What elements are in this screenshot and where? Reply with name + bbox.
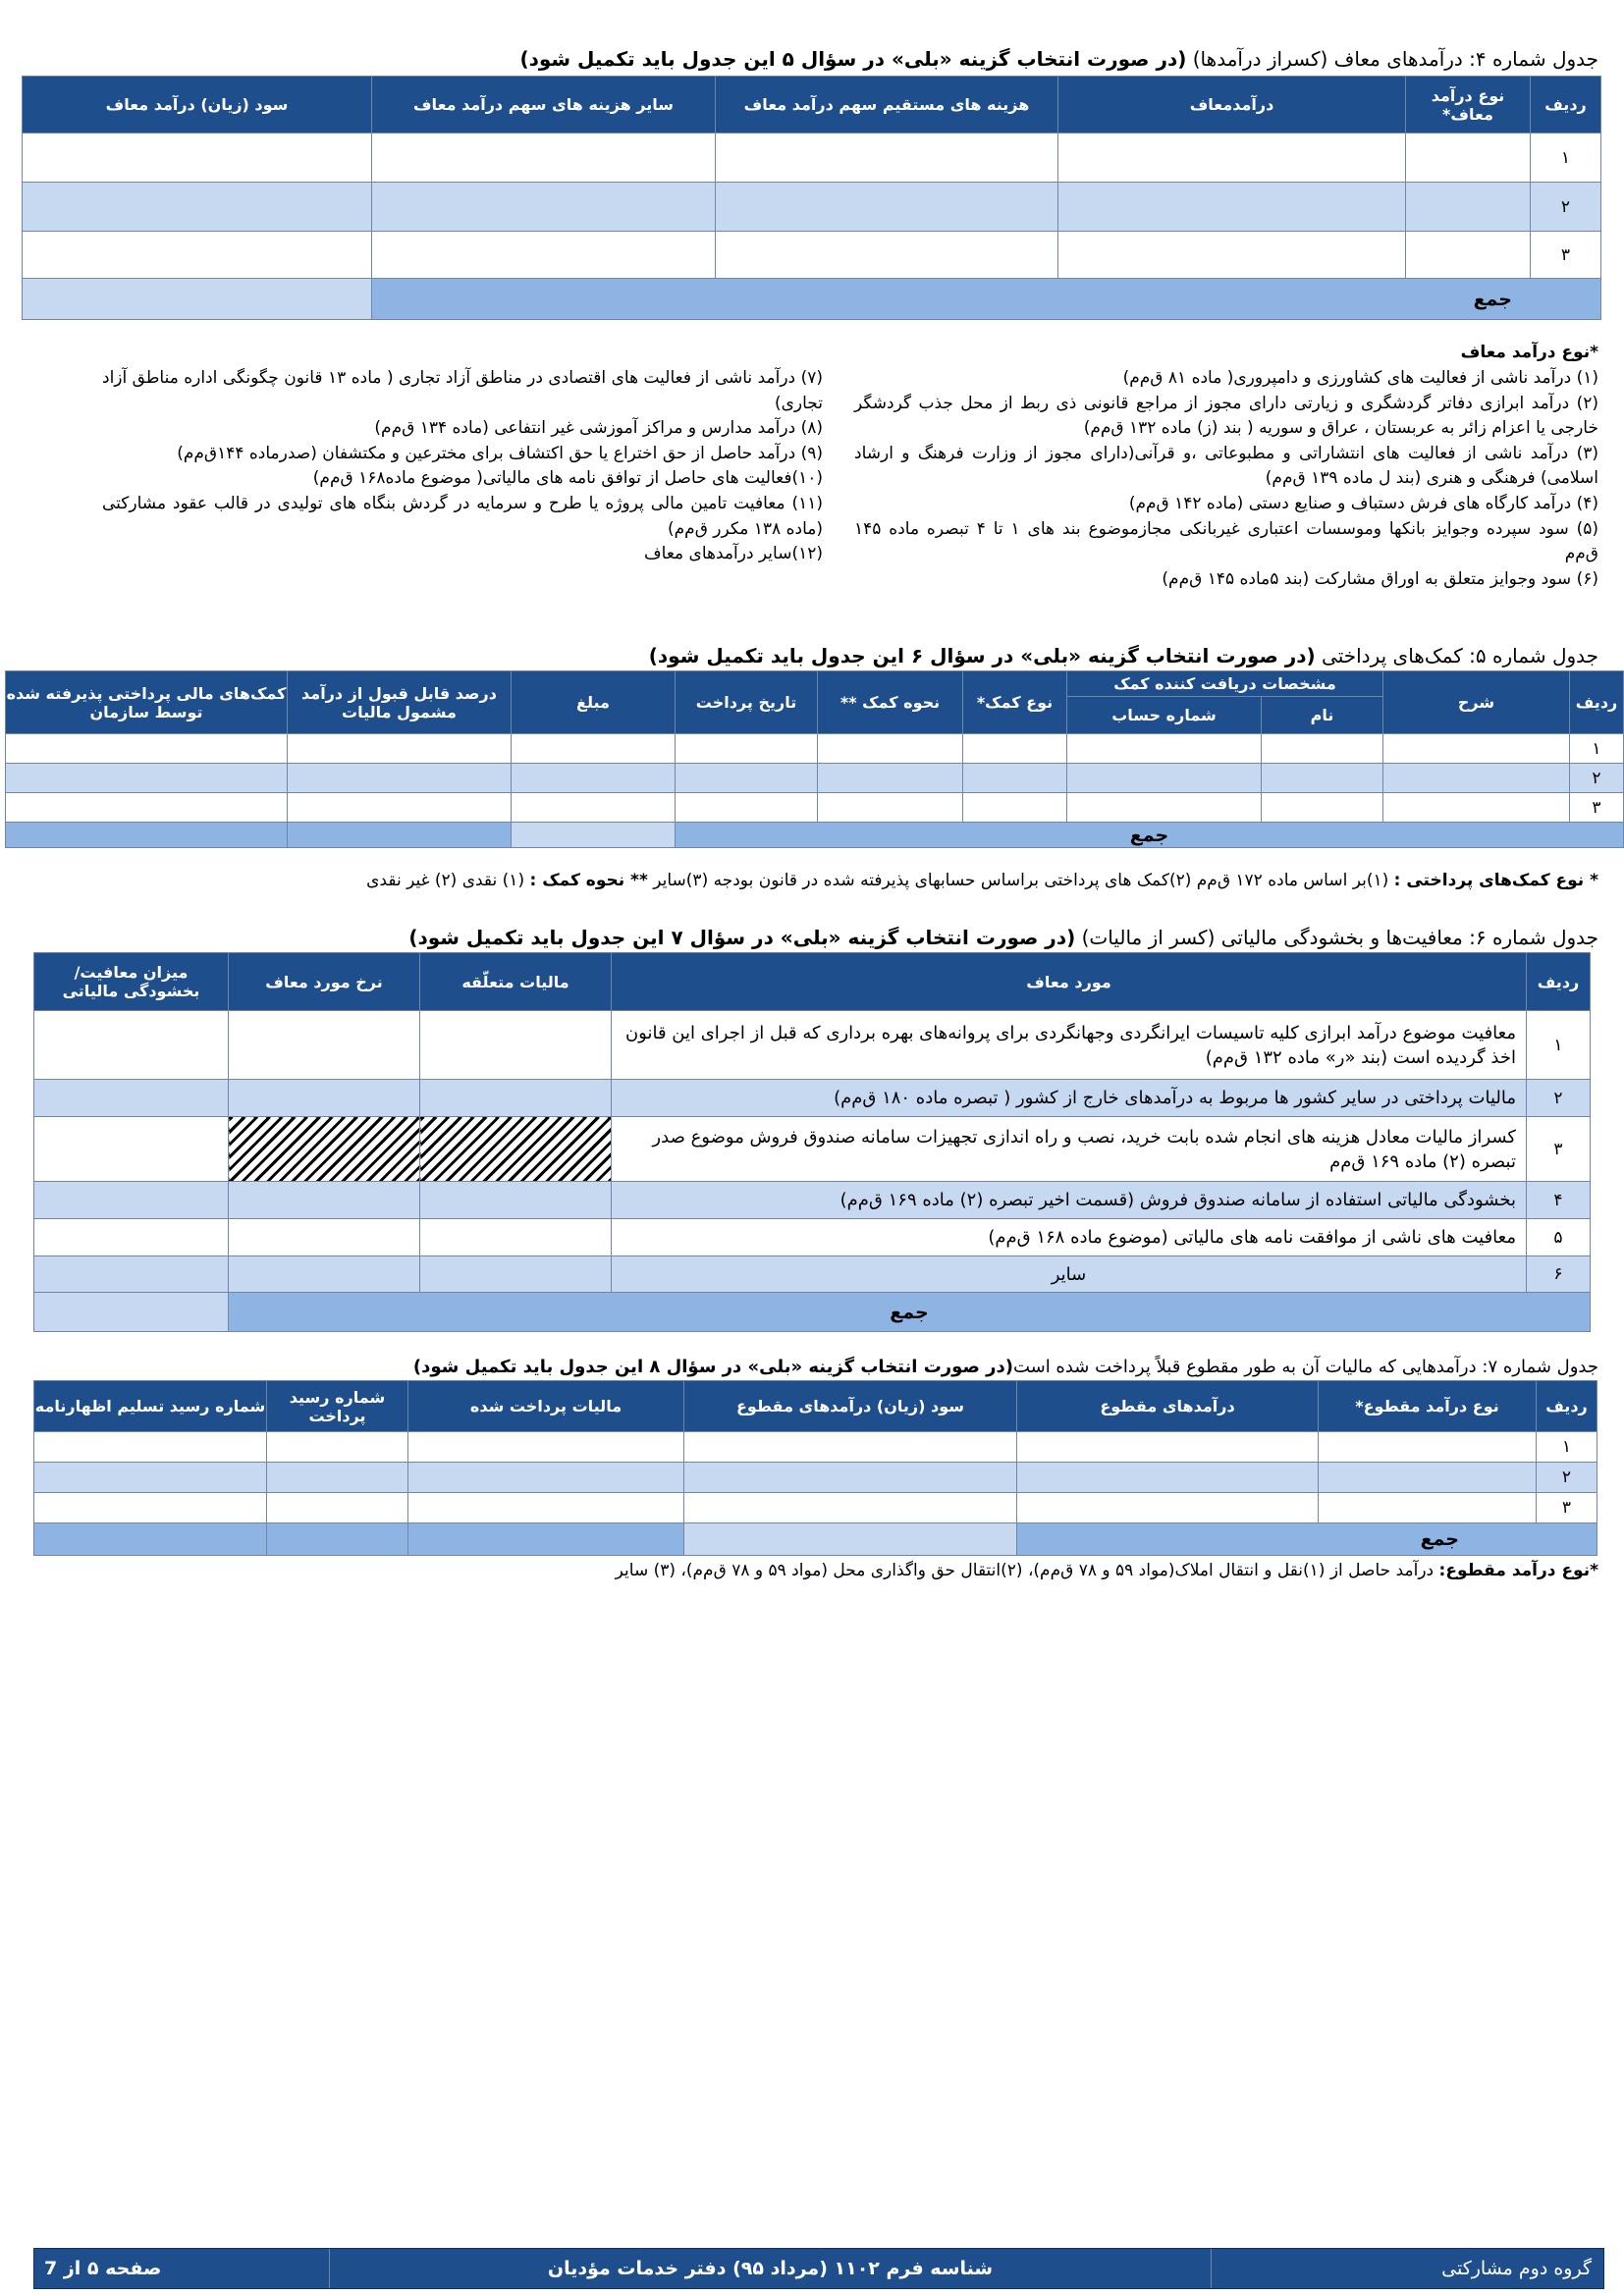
- table-row: [5, 764, 1623, 793]
- cell[interactable]: [1383, 734, 1570, 764]
- col-exemption-amount: میزان معافیت/ بخشودگی مالیاتی: [34, 953, 229, 1011]
- table-row: [34, 1256, 1591, 1293]
- cell[interactable]: [229, 1011, 420, 1080]
- cell[interactable]: [716, 183, 1058, 232]
- col-direct-costs: هزینه های مستقیم سهم درآمد معاف: [716, 77, 1058, 133]
- cell[interactable]: [1406, 183, 1531, 232]
- total-text: جمع: [1473, 288, 1512, 310]
- paid-aid-table: [5, 670, 1624, 848]
- cell[interactable]: [1262, 734, 1383, 764]
- table5-title-plain: جدول شماره ۵: کمک‌های پرداختی: [1315, 644, 1598, 667]
- col-aid-type: نوع کمک*: [962, 671, 1066, 734]
- col-receiver: مشخصات دریافت کننده کمک: [1066, 671, 1382, 697]
- hatched-disabled-cell: [420, 1117, 612, 1182]
- table7-title-plain: جدول شماره ۷: درآمدهایی که مالیات آن به طور مقطوع قبلاً پرداخت شده است: [1012, 1357, 1598, 1377]
- cell[interactable]: [229, 1256, 420, 1293]
- lump-sum-income-table: [33, 1380, 1597, 1556]
- cell[interactable]: [817, 793, 962, 823]
- cell[interactable]: [1319, 1432, 1537, 1463]
- cell[interactable]: [408, 1432, 684, 1463]
- note-item: (۲) درآمد ابرازی دفاتر گردشگری و زیارتی دارای مجوز از مراجع قانونی ذی ربط از محل جذب گردشگر خارجی یا اعزام زائر به عربستان ، عراق و سوریه ( بند (ز) ماده ۱۳۲ ق‌م‌م): [854, 393, 1598, 439]
- table6-title: [408, 925, 1598, 950]
- cell[interactable]: [267, 1463, 408, 1493]
- col-tax-paid: مالیات پرداخت شده: [408, 1381, 684, 1432]
- col-accepted-percent: درصد قابل قبول از درآمد مشمول مالیات: [287, 671, 511, 734]
- exempt-income-table: [22, 76, 1601, 320]
- table7-title: [413, 1355, 1598, 1380]
- note-item: (۱۲)سایر درآمدهای معاف: [644, 544, 823, 564]
- cell[interactable]: [287, 793, 511, 823]
- table-row: [5, 734, 1623, 764]
- cell[interactable]: [34, 1493, 267, 1523]
- total-row: [5, 823, 1623, 848]
- col-row: ردیف: [1527, 953, 1591, 1011]
- col-tax-due: مالیات متعلّقه: [420, 953, 612, 1011]
- row-number: ۱: [1531, 133, 1601, 183]
- footnote-label: ** نحوه کمک :: [529, 871, 648, 890]
- cell[interactable]: [684, 1432, 1017, 1463]
- total-value-cell[interactable]: [23, 279, 372, 320]
- table-row: [34, 1463, 1597, 1493]
- footnote-text: درآمد حاصل از (۱)نقل و انتقال املاک(مواد ۵۹ و ۷۸ ق‌م‌م)، (۲)انتقال حق واگذاری محل (مواد ۵۹ و ۷۸ ق‌م‌م)، (۳) سایر: [615, 1561, 1439, 1580]
- cell[interactable]: [420, 1182, 612, 1219]
- row-number: ۲: [1537, 1463, 1597, 1493]
- table5-title-bold: (در صورت انتخاب گزینه «بلی» در سؤال ۶ این جدول باید تکمیل شود): [648, 644, 1316, 667]
- col-payment-receipt: شماره رسید پرداخت: [267, 1381, 408, 1432]
- col-filing-receipt: شماره رسید تسلیم اظهارنامه: [34, 1381, 267, 1432]
- footer-form-id: شناسه فرم ۱۱۰۲ (مرداد ۹۵) دفتر خدمات مؤدیان: [329, 2249, 1211, 2288]
- cell[interactable]: [675, 764, 817, 793]
- table4-title: [519, 46, 1598, 72]
- cell[interactable]: [962, 793, 1066, 823]
- exempt-item-text: مالیات پرداختی در سایر کشور ها مربوط به درآمدهای خارج از کشور ( تبصره ماده ۱۸۰ ق‌م‌م): [612, 1080, 1527, 1117]
- cell[interactable]: [420, 1080, 612, 1117]
- table-row: [34, 1219, 1591, 1256]
- cell[interactable]: [408, 1463, 684, 1493]
- cell[interactable]: [229, 1182, 420, 1219]
- cell[interactable]: [34, 1182, 229, 1219]
- table-row: [34, 1011, 1591, 1080]
- row-number: ۳: [1527, 1117, 1591, 1182]
- cell[interactable]: [287, 734, 511, 764]
- note-item: (۱) درآمد ناشی از فعالیت های کشاورزی و دامپروری( ماده ۸۱ ق‌م‌م): [1122, 368, 1598, 388]
- exempt-item-text: بخشودگی مالیاتی استفاده از سامانه صندوق فروش (قسمت اخیر تبصره (۲) ماده ۱۶۹ ق‌م‌م): [612, 1182, 1527, 1219]
- cell[interactable]: [1017, 1493, 1319, 1523]
- footnote-label: *نوع درآمد مقطوع:: [1438, 1561, 1598, 1580]
- exempt-item-text: کسراز مالیات معادل هزینه های انجام شده بابت خرید، نصب و راه اندازی تجهیزات سامانه صندوق فروش موضوع صدر تبصره (۲) ماده ۱۶۹ ق‌م‌م: [612, 1117, 1527, 1182]
- cell[interactable]: [962, 734, 1066, 764]
- cell[interactable]: [34, 1256, 229, 1293]
- table-row: [34, 1117, 1591, 1182]
- cell[interactable]: [420, 1011, 612, 1080]
- total-row: [23, 279, 1601, 320]
- cell[interactable]: [817, 764, 962, 793]
- tax-exemptions-table: [33, 952, 1591, 1332]
- cell[interactable]: [1262, 764, 1383, 793]
- exempt-type-notes-right: [854, 366, 1598, 592]
- table-row: [23, 183, 1601, 232]
- note-item: (۹) درآمد حاصل از حق اختراع یا حق اکتشاف برای مخترعین و مکتشفان (صدرماده ۱۴۴ق‌م‌م): [177, 443, 823, 463]
- col-description: شرح: [1383, 671, 1570, 734]
- note-item: (۶) سود وجوایز متعلق به اوراق مشارکت (بند ۵ماده ۱۴۵ ق‌م‌م): [1162, 568, 1598, 589]
- col-exempt-rate: نرخ مورد معاف: [229, 953, 420, 1011]
- cell[interactable]: [1406, 133, 1531, 183]
- cell[interactable]: [511, 793, 675, 823]
- cell[interactable]: [1017, 1463, 1319, 1493]
- total-row: [34, 1523, 1597, 1556]
- cell[interactable]: [34, 1080, 229, 1117]
- cell[interactable]: [1383, 793, 1570, 823]
- total-row: [34, 1293, 1591, 1332]
- total-label: [372, 279, 1601, 320]
- exempt-type-notes-title: *نوع درآمد معاف: [1460, 343, 1598, 362]
- total-label: [229, 1293, 1591, 1332]
- total-cell[interactable]: [684, 1523, 1017, 1556]
- cell[interactable]: [34, 1117, 229, 1182]
- col-exempt-item: مورد معاف: [612, 953, 1527, 1011]
- row-number: ۱: [1537, 1432, 1597, 1463]
- cell[interactable]: [420, 1256, 612, 1293]
- total-text: جمع: [890, 1301, 929, 1323]
- cell[interactable]: [372, 133, 716, 183]
- note-item: (۴) درآمد کارگاه های فرش دستباف و صنایع دستی (ماده ۱۴۲ ق‌م‌م): [1128, 493, 1598, 513]
- cell[interactable]: [420, 1219, 612, 1256]
- cell[interactable]: [5, 793, 287, 823]
- exempt-item-text: [612, 1256, 1527, 1293]
- lump-type-footnote: [616, 1561, 1598, 1580]
- note-item: (۵) سود سپرده وجوایز بانکها وموسسات اعتباری غیربانکی مجازموضوع بند های ۱ تا ۴ تبصره ماده ۱۴۵ ق‌م‌م: [854, 518, 1598, 564]
- cell[interactable]: [34, 1463, 267, 1493]
- row-number: ۳: [1537, 1493, 1597, 1523]
- table4-title-bold: (در صورت انتخاب گزینه «بلی» در سؤال ۵ این جدول باید تکمیل شود): [519, 47, 1187, 71]
- col-row: ردیف: [1570, 671, 1624, 734]
- cell[interactable]: [1406, 232, 1531, 279]
- total-value-cell[interactable]: [34, 1293, 229, 1332]
- row-number: ۳: [1531, 232, 1601, 279]
- hatched-disabled-cell: [229, 1117, 420, 1182]
- cell[interactable]: [1058, 232, 1406, 279]
- cell[interactable]: [34, 1432, 267, 1463]
- row-number: ۵: [1527, 1219, 1591, 1256]
- row-number: ۳: [1570, 793, 1624, 823]
- cell[interactable]: [684, 1463, 1017, 1493]
- cell[interactable]: [684, 1493, 1017, 1523]
- note-item: (۸) درآمد مدارس و مراکز آموزشی غیر انتفاعی (ماده ۱۳۴ ق‌م‌م): [374, 418, 823, 439]
- col-receiver-name: نام: [1262, 697, 1383, 734]
- aid-type-footnote: [366, 871, 1598, 890]
- total-cell[interactable]: [408, 1523, 684, 1556]
- col-row: ردیف: [1531, 77, 1601, 133]
- row-number: ۱: [1527, 1011, 1591, 1080]
- footnote-text: (۱)بر اساس ماده ۱۷۲ ق‌م‌م (۲)کمک های پرداختی براساس حسابهای پذیرفته شده در قانون بودجه (۳)سایر: [647, 871, 1394, 890]
- col-lump-income: درآمدهای مقطوع: [1017, 1381, 1319, 1432]
- cell[interactable]: [372, 183, 716, 232]
- cell[interactable]: [716, 232, 1058, 279]
- footer-page-number: صفحه ۵ از 7: [44, 2258, 162, 2279]
- cell[interactable]: [23, 232, 372, 279]
- exempt-type-notes-left: [102, 366, 823, 567]
- total-cell[interactable]: [287, 823, 511, 848]
- cell[interactable]: [5, 734, 287, 764]
- cell[interactable]: [23, 183, 372, 232]
- col-lump-profit: سود (زیان) درآمدهای مقطوع: [684, 1381, 1017, 1432]
- row-number: ۲: [1531, 183, 1601, 232]
- col-receiver-account: شماره حساب: [1066, 697, 1261, 734]
- row-number: ۲: [1527, 1080, 1591, 1117]
- table-row: [23, 232, 1601, 279]
- table6-title-bold: (در صورت انتخاب گزینه «بلی» در سؤال ۷ این جدول باید تکمیل شود): [408, 926, 1076, 949]
- table-row: [34, 1080, 1591, 1117]
- col-other-costs: سایر هزینه های سهم درآمد معاف: [372, 77, 716, 133]
- total-amount-cell[interactable]: [511, 823, 675, 848]
- cell[interactable]: [5, 764, 287, 793]
- col-pay-date: تاریخ پرداخت: [675, 671, 817, 734]
- note-item: (۱۱) معافیت تامین مالی پروژه یا طرح و سرمایه در گردش بنگاه های تولیدی در قالب عقود مشارکتی (ماده ۱۳۸ مکرر ق‌م‌م): [102, 493, 823, 539]
- row-number: ۶: [1527, 1256, 1591, 1293]
- table-row: [34, 1432, 1597, 1463]
- total-text: جمع: [1129, 824, 1169, 846]
- table-row: [34, 1182, 1591, 1219]
- note-item: (۳) درآمد ناشی از فعالیت های انتشاراتی و مطبوعاتی ،و قرآنی(دارای مجوز از وزارت فرهنگ و ارشاد اسلامی) فرهنگی و هنری (بند ل ماده ۱۳۹ ق‌م‌م): [854, 443, 1598, 489]
- cell[interactable]: [511, 764, 675, 793]
- note-item: (۱۰)فعالیت های حاصل از توافق نامه های مالیاتی( موضوع ماده۱۶۸ ق‌م‌م): [312, 468, 823, 489]
- col-org-accepted: کمک‌های مالی پرداختی پذیرفته شده توسط سازمان: [5, 671, 287, 734]
- total-label: [1017, 1523, 1597, 1556]
- table4-title-plain: جدول شماره ۴: درآمدهای معاف (کسراز درآمدها): [1186, 47, 1598, 71]
- cell[interactable]: [1058, 133, 1406, 183]
- total-label: [675, 823, 1623, 848]
- col-profit-loss: سود (زیان) درآمد معاف: [23, 77, 372, 133]
- total-text: جمع: [1420, 1528, 1459, 1550]
- page-footer: [33, 2248, 1604, 2289]
- row-number: ۱: [1570, 734, 1624, 764]
- exempt-item-text: معافیت موضوع درآمد ابرازی کلیه تاسیسات ایرانگردی وجهانگردی برای پروانه‌های بهره برداری که قبل از اجرای این قانون اخذ گردیده است (بند «ر» ماده ۱۳۲ ق‌م‌م): [612, 1011, 1527, 1080]
- table5-title: [649, 643, 1598, 668]
- cell[interactable]: [1066, 793, 1261, 823]
- cell[interactable]: [267, 1432, 408, 1463]
- col-aid-method: نحوه کمک **: [817, 671, 962, 734]
- cell[interactable]: [962, 764, 1066, 793]
- row-number: ۴: [1527, 1182, 1591, 1219]
- cell[interactable]: [34, 1011, 229, 1080]
- total-cell[interactable]: [34, 1523, 267, 1556]
- cell[interactable]: [23, 133, 372, 183]
- cell[interactable]: [1058, 183, 1406, 232]
- table-row: [5, 793, 1623, 823]
- table-row: [34, 1493, 1597, 1523]
- cell[interactable]: [229, 1080, 420, 1117]
- cell[interactable]: [1383, 764, 1570, 793]
- cell[interactable]: [34, 1219, 229, 1256]
- cell[interactable]: [229, 1219, 420, 1256]
- cell[interactable]: [675, 793, 817, 823]
- col-exempt-income: درآمدمعاف: [1058, 77, 1406, 133]
- cell[interactable]: [267, 1493, 408, 1523]
- exempt-item-label: سایر: [1051, 1263, 1087, 1285]
- table7-title-bold: (در صورت انتخاب گزینه «بلی» در سؤال ۸ این جدول باید تکمیل شود): [412, 1357, 1013, 1377]
- cell[interactable]: [1066, 734, 1261, 764]
- table6-title-plain: جدول شماره ۶: معافیت‌ها و بخشودگی مالیاتی (کسر از مالیات): [1075, 926, 1598, 949]
- total-cell[interactable]: [267, 1523, 408, 1556]
- cell[interactable]: [1066, 764, 1261, 793]
- col-exempt-type: نوع درآمد معاف*: [1406, 77, 1531, 133]
- cell[interactable]: [511, 734, 675, 764]
- footnote-label: * نوع کمک‌های پرداختی :: [1393, 871, 1598, 890]
- col-lump-type: نوع درآمد مقطوع*: [1319, 1381, 1537, 1432]
- col-amount: مبلغ: [511, 671, 675, 734]
- cell[interactable]: [817, 734, 962, 764]
- cell[interactable]: [1262, 793, 1383, 823]
- cell[interactable]: [408, 1493, 684, 1523]
- col-row: ردیف: [1537, 1381, 1597, 1432]
- cell[interactable]: [675, 734, 817, 764]
- table-row: [23, 133, 1601, 183]
- total-cell[interactable]: [5, 823, 287, 848]
- cell[interactable]: [716, 133, 1058, 183]
- cell[interactable]: [287, 764, 511, 793]
- exempt-item-text: معافیت های ناشی از موافقت نامه های مالیاتی (موضوع ماده ۱۶۸ ق‌م‌م): [612, 1219, 1527, 1256]
- footnote-text: (۱) نقدی (۲) غیر نقدی: [366, 871, 530, 890]
- cell[interactable]: [372, 232, 716, 279]
- row-number: ۲: [1570, 764, 1624, 793]
- cell[interactable]: [1319, 1463, 1537, 1493]
- note-item: (۷) درآمد ناشی از فعالیت های اقتصادی در مناطق آزاد تجاری ( ماده ۱۳ قانون چگونگی اداره مناطق آزاد تجاری): [102, 368, 823, 413]
- footer-group: گروه دوم مشارکتی: [1211, 2249, 1603, 2288]
- cell[interactable]: [1017, 1432, 1319, 1463]
- cell[interactable]: [1319, 1493, 1537, 1523]
